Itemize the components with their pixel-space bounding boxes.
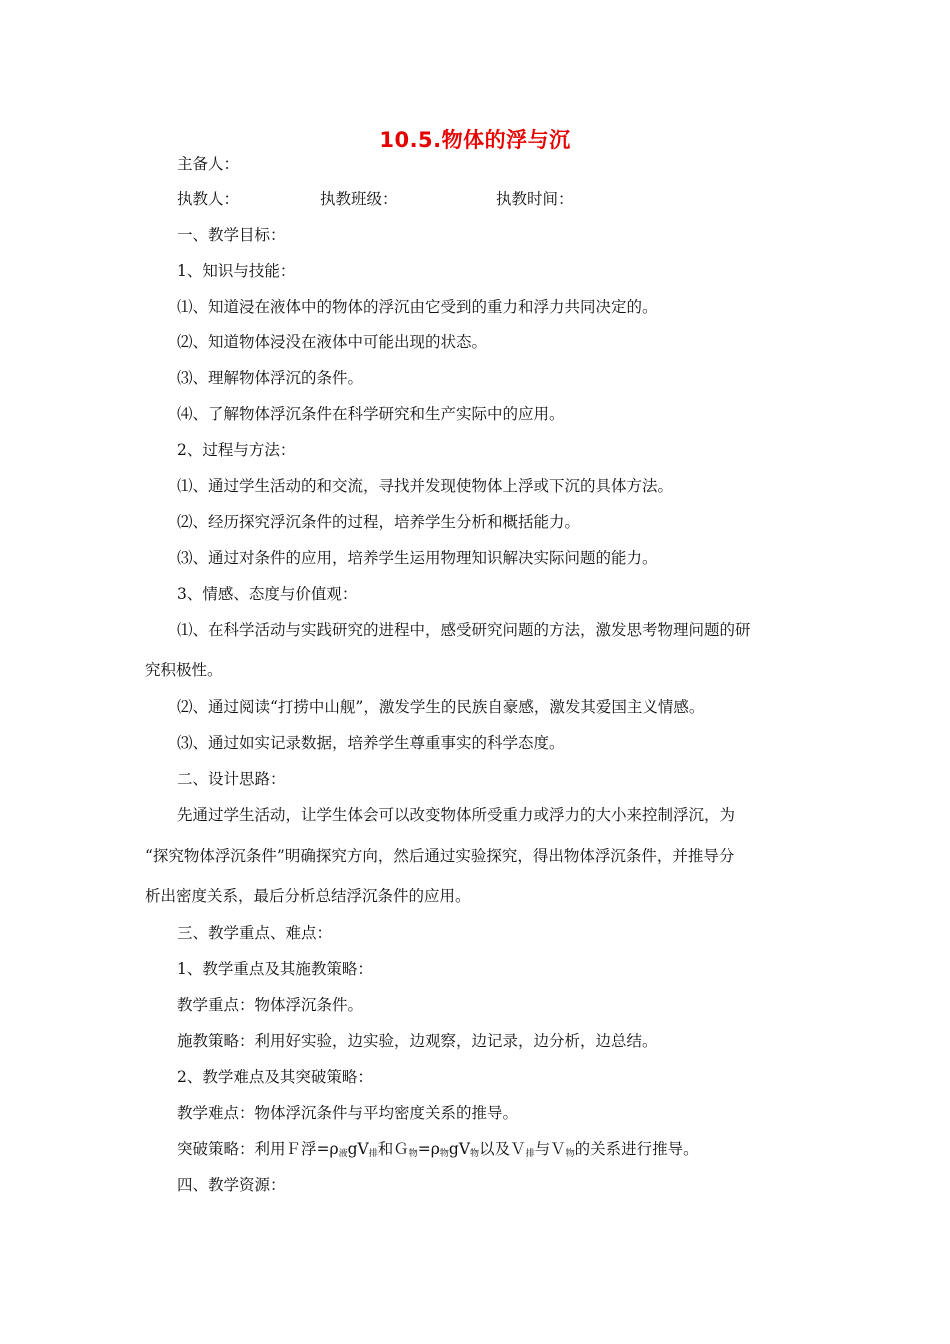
class-label: 执教班级： [320, 190, 398, 208]
list-item: ⑶、通过如实记录数据，培养学生尊重事实的科学态度。 [177, 734, 565, 752]
list-item-continuation: 究积极性。 [145, 661, 223, 679]
subsection-heading: 1、教学重点及其施教策略： [177, 960, 373, 978]
formula-text: 以及Ｖ [479, 1140, 526, 1158]
preparer-label: 主备人： [177, 155, 240, 173]
section-heading: 三、教学重点、难点： [177, 924, 333, 942]
list-item: ⑴、通过学生活动的和交流，寻找并发现使物体上浮或下沉的具体方法。 [177, 477, 674, 495]
paragraph-line: “探究物体浮沉条件”明确探究方向，然后通过实验探究，得出物体浮沉条件，并推导分 [145, 847, 735, 865]
section-heading: 二、设计思路： [177, 770, 286, 788]
formula-text: gV [448, 1140, 471, 1158]
formula-text: =ρ [417, 1140, 440, 1158]
section-heading: 四、教学资源： [177, 1176, 286, 1194]
list-item: ⑴、知道浸在液体中的物体的浮沉由它受到的重力和浮力共同决定的。 [177, 298, 658, 316]
formula-subscript: 物 [439, 1149, 449, 1159]
formula-text: 和Ｇ [377, 1140, 409, 1158]
formula-subscript: 物 [408, 1149, 418, 1159]
formula-text: 的关系进行推导。 [574, 1140, 699, 1158]
formula-subscript: 液 [338, 1149, 348, 1159]
subsection-heading: 2、过程与方法： [177, 441, 296, 459]
teaching-strategy: 施教策略：利用好实验，边实验，边观察，边记录，边分析，边总结。 [177, 1032, 658, 1050]
list-item: ⑵、知道物体浸没在液体中可能出现的状态。 [177, 333, 488, 351]
formula-subscript: 排 [525, 1149, 535, 1159]
list-item: ⑵、通过阅读“打捞中山舰”，激发学生的民族自豪感，激发其爱国主义情感。 [177, 698, 705, 716]
document-title: 10.5.物体的浮与沉 [379, 128, 571, 152]
subsection-heading: 1、知识与技能： [177, 262, 296, 280]
paragraph-line: 先通过学生活动，让学生体会可以改变物体所受重力或浮力的大小来控制浮沉，为 [177, 806, 736, 824]
section-heading: 一、教学目标： [177, 226, 286, 244]
formula-text: 与Ｖ [534, 1140, 566, 1158]
meta-row [177, 189, 574, 209]
subsection-heading: 2、教学难点及其突破策略： [177, 1068, 373, 1086]
list-item: ⑶、通过对条件的应用，培养学生运用物理知识解决实际问题的能力。 [177, 549, 658, 567]
time-label: 执教时间： [496, 190, 574, 208]
formula-text: 突破策略：利用Ｆ浮=ρ [177, 1140, 339, 1158]
list-item: ⑷、了解物体浮沉条件在科学研究和生产实际中的应用。 [177, 405, 565, 423]
formula-text: gV [347, 1140, 369, 1158]
formula-subscript: 物 [470, 1149, 480, 1159]
list-item: ⑵、经历探究浮沉条件的过程，培养学生分析和概括能力。 [177, 513, 581, 531]
formula-line [177, 1139, 699, 1164]
formula-subscript: 物 [565, 1149, 575, 1159]
subsection-heading: 3、情感、态度与价值观： [177, 585, 358, 603]
formula-subscript: 排 [368, 1149, 378, 1159]
teacher-label: 执教人： [177, 190, 240, 208]
list-item: ⑴、在科学活动与实践研究的进程中，感受研究问题的方法，激发思考物理问题的研 [177, 621, 751, 639]
difficulty-point: 教学难点：物体浮沉条件与平均密度关系的推导。 [177, 1104, 519, 1122]
paragraph-line: 析出密度关系，最后分析总结浮沉条件的应用。 [145, 887, 471, 905]
list-item: ⑶、理解物体浮沉的条件。 [177, 369, 364, 387]
key-point: 教学重点：物体浮沉条件。 [177, 996, 364, 1014]
